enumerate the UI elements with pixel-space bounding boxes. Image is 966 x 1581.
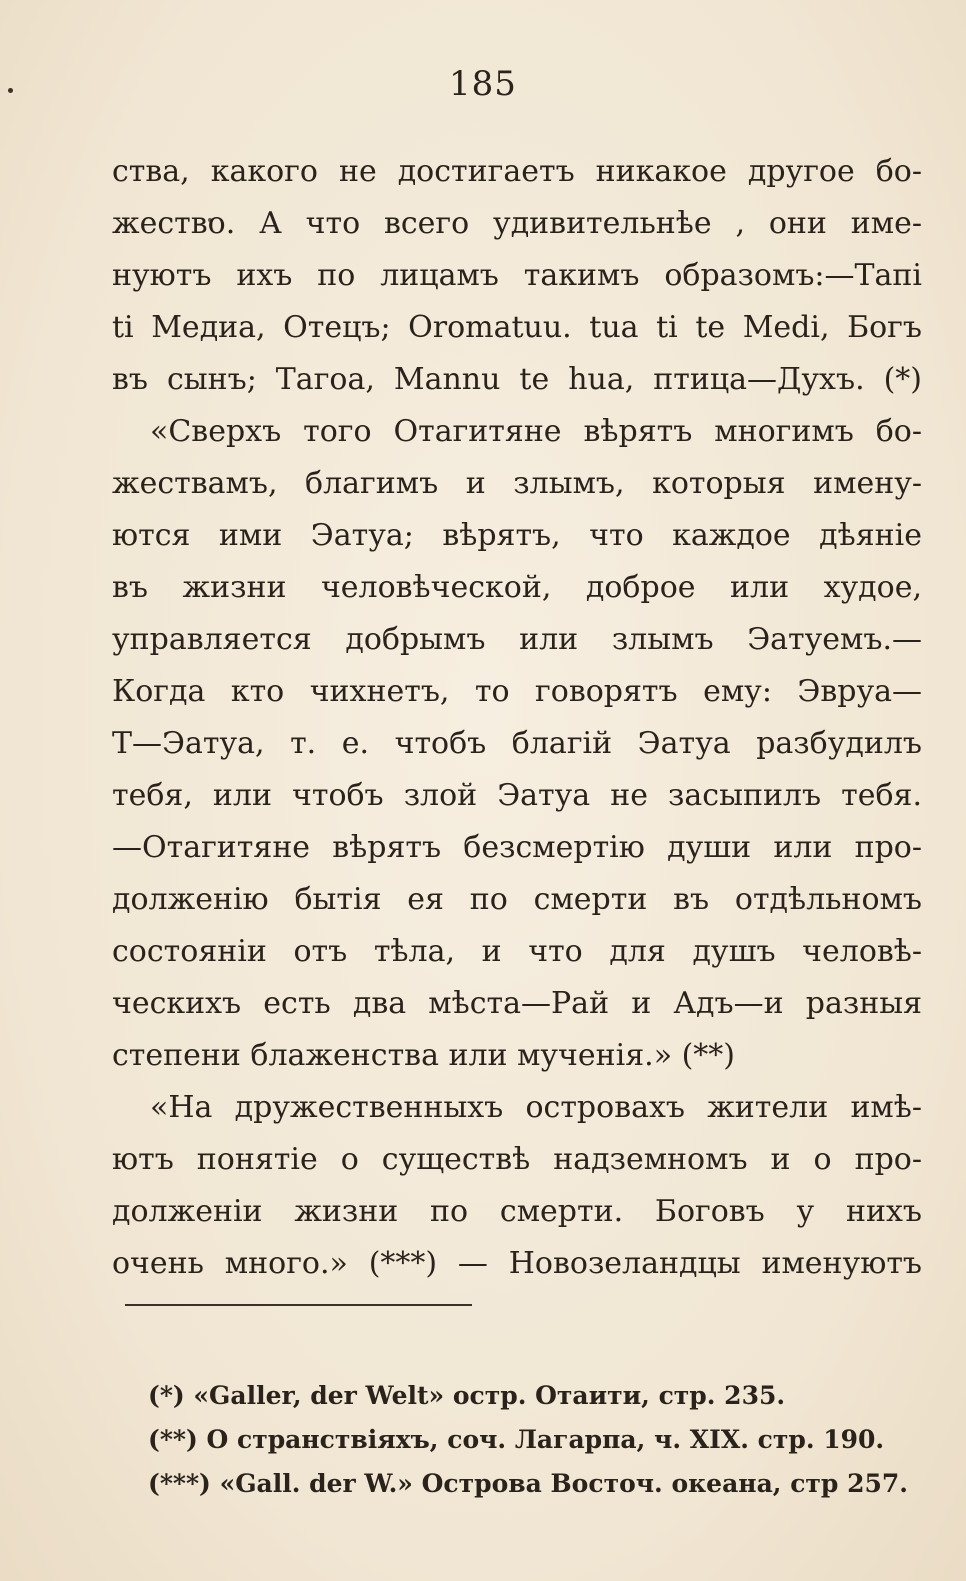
- text-line: состояніи отъ тѣла, и что для душъ человѣ-: [112, 934, 922, 969]
- text-line: жество. А что всего удивительнѣе , они име-: [112, 206, 922, 241]
- text-line: въ сынъ; Тагоа, Маnnu te huа, птица—Духъ. (*): [112, 362, 922, 397]
- footnote: (**) О странствіяхъ, соч. Лагарпа, ч. XIX. стр. 190.: [148, 1425, 885, 1454]
- text-line: нуютъ ихъ по лицамъ такимъ образомъ:—Тапі: [112, 258, 922, 293]
- footnotes: [148, 1374, 928, 1506]
- text-line: въ жизни человѣческой, доброе или худое,: [112, 570, 922, 605]
- text-line: долженіи жизни по смерти. Боговъ у нихъ: [112, 1194, 922, 1229]
- text-line: степени блаженства или мученія.» (**): [112, 1038, 735, 1073]
- text-line: очень много.» (***) — Новозеландцы именуютъ: [112, 1246, 922, 1281]
- footnote: (*) «Galler, der Welt» остр. Отаити, стр. 235.: [148, 1381, 786, 1410]
- text-line: долженію бытія ея по смерти въ отдѣльномъ: [112, 882, 922, 917]
- text-line: «Сверхъ того Отагитяне вѣрятъ многимъ бо-: [150, 414, 922, 449]
- text-line: ютъ понятіе о существѣ надземномъ и о про-: [112, 1142, 922, 1177]
- text-line: Когда кто чихнетъ, то говорятъ ему: Эвруа—: [112, 674, 922, 709]
- text-line: «На дружественныхъ островахъ жители имѣ-: [150, 1090, 922, 1125]
- text-line: —Отагитяне вѣрятъ безсмертію души или про-: [112, 830, 922, 865]
- text-line: ства, какого не достигаетъ никакое другое бо-: [112, 154, 922, 189]
- text-line: ческихъ есть два мѣста—Рай и Адъ—и разныя: [112, 986, 922, 1021]
- footnote-separator: [125, 1304, 472, 1306]
- text-line: ti Mедиа, Отецъ; Oromatuu. tuа ti te Меdі, Богъ: [112, 310, 922, 345]
- text-line: тебя, или чтобъ злой Эатуа не засыпилъ тебя.: [112, 778, 922, 813]
- page-number: 185: [449, 64, 517, 104]
- text-line: Т—Эатуа, т. е. чтобъ благій Эатуа разбудилъ: [112, 726, 922, 761]
- text-line: управляется добрымъ или злымъ Эатуемъ.—: [112, 622, 922, 657]
- footnote: (***) «Gall. der W.» Острова Восточ. океана, стр 257.: [148, 1469, 908, 1498]
- body-text: [112, 146, 922, 1290]
- text-line: ются ими Эатуа; вѣрятъ, что каждое дѣяніе: [112, 518, 922, 553]
- text-line: жествамъ, благимъ и злымъ, которыя имену-: [112, 466, 922, 501]
